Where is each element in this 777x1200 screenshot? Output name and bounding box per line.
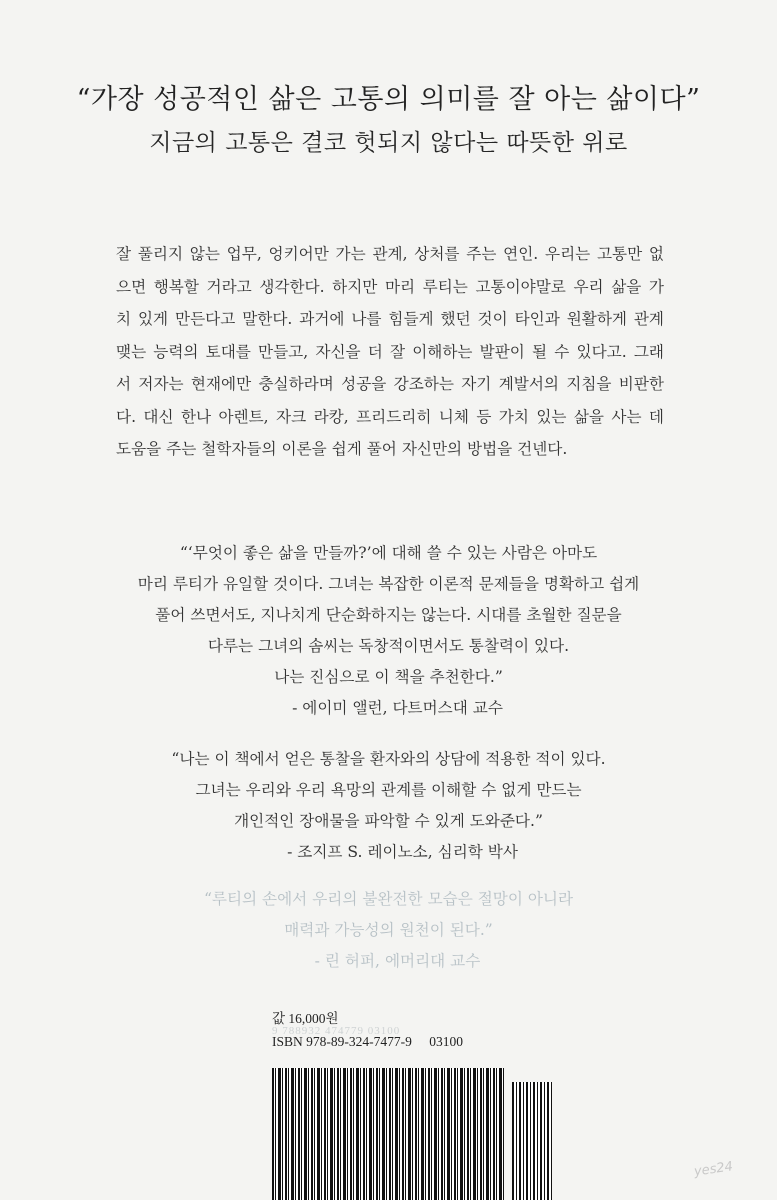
isbn-ghost-text: 9 788932 474779 03100 [272, 1025, 401, 1037]
endorsement-huffer [0, 884, 777, 977]
description-line: 도움을 주는 철학자들의 이론을 쉽게 풀어 자신만의 방법을 건넨다. [116, 440, 568, 458]
price-isbn-block [272, 1010, 512, 1049]
description-line: 잘 풀리지 않는 업무, 엉키어만 가는 관계, 상처를 주는 연인. 우리는 고통만 없 [116, 245, 664, 263]
price-label: 값 16,000원 [272, 1011, 339, 1026]
addon-barcode [512, 1082, 552, 1200]
endorsement-line: 개인적인 장애물을 파악할 수 있게 도와준다.” [234, 812, 543, 830]
description-line: 다. 대신 한나 아렌트, 자크 라캉, 프리드리히 니체 등 가치 있는 삶을 사는 데 [116, 407, 664, 426]
description-line: 맺는 능력의 토대를 만들고, 자신을 더 잘 이해하는 발판이 될 수 있다고. 그래 [116, 342, 664, 361]
endorsement-line: 마리 루티가 유일할 것이다. 그녀는 복잡한 이론적 문제들을 명확하고 쉽게 [137, 575, 640, 593]
endorsement-line: 매력과 가능성의 원천이 된다.” [284, 921, 493, 939]
endorsement-line: 그녀는 우리와 우리 욕망의 관계를 이해할 수 없게 만드는 [195, 781, 582, 799]
description-line: 서 저자는 현재에만 충실하라며 성공을 강조하는 자기 계발서의 지침을 비판한 [116, 375, 664, 393]
endorsement-line: 나는 진심으로 이 책을 추천한다.” [274, 668, 503, 686]
endorsement-reynoso [0, 744, 777, 868]
endorsement-allen [0, 538, 777, 724]
description-line: 치 있게 만든다고 말한다. 과거에 나를 힘들게 했던 것이 타인과 원활하게 관계 [116, 310, 664, 328]
endorsement-line: 다루는 그녀의 솜씨는 독창적이면서도 통찰력이 있다. [207, 637, 570, 655]
endorsement-line: 풀어 쓰면서도, 지나치게 단순화하지는 않는다. 시대를 초월한 질문을 [155, 606, 622, 624]
isbn-addon: 03100 [429, 1034, 463, 1049]
isbn-row [272, 1033, 512, 1051]
headline: “가장 성공적인 삶은 고통의 의미를 잘 아는 삶이다” [76, 84, 701, 115]
watermark-logo: yes24 [693, 1159, 734, 1180]
endorsement-attribution: - 조지프 S. 레이노소, 심리학 박사 [287, 843, 518, 861]
description-line: 으면 행복할 거라고 생각한다. 하지만 마리 루티는 고통이야말로 우리 삶을 가 [116, 277, 664, 296]
book-description [116, 238, 664, 466]
endorsement-line: “‘무엇이 좋은 삶을 만들까?’에 대해 쓸 수 있는 사람은 아마도 [179, 544, 598, 562]
endorsement-attribution: - 에이미 앨런, 다트머스대 교수 [292, 699, 503, 717]
endorsement-attribution: - 린 허퍼, 에머리대 교수 [314, 952, 481, 970]
isbn-barcode [272, 1068, 504, 1200]
endorsement-line: “나는 이 책에서 얻은 통찰을 환자와의 상담에 적용한 적이 있다. [171, 750, 606, 768]
subheadline: 지금의 고통은 결코 헛되지 않다는 따뜻한 위로 [149, 130, 628, 156]
isbn-number: ISBN 978-89-324-7477-9 [272, 1034, 412, 1049]
endorsement-line: “루티의 손에서 우리의 불완전한 모습은 절망이 아니라 [203, 890, 574, 908]
